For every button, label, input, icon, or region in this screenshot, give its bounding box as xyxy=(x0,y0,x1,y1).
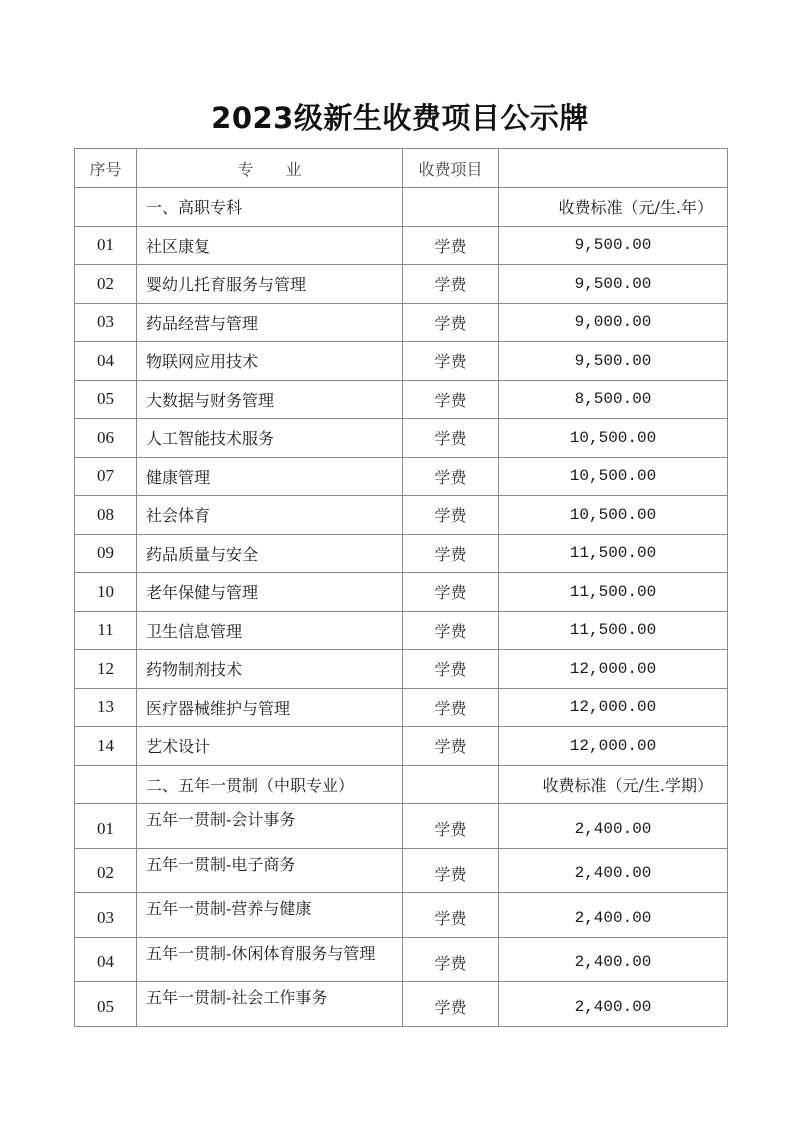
table-header-row xyxy=(75,149,728,188)
row-item: 学费 xyxy=(403,573,499,612)
row-item: 学费 xyxy=(403,534,499,573)
row-major xyxy=(137,893,403,938)
row-item: 学费 xyxy=(403,496,499,535)
row-no: 04 xyxy=(75,937,137,982)
row-item: 学费 xyxy=(403,893,499,938)
row-fee: 12,000.00 xyxy=(499,688,728,727)
row-major: 物联网应用技术 xyxy=(137,342,403,381)
row-item: 学费 xyxy=(403,457,499,496)
row-item: 学费 xyxy=(403,650,499,689)
row-item: 学费 xyxy=(403,226,499,265)
row-item: 学费 xyxy=(403,342,499,381)
row-major: 老年保健与管理 xyxy=(137,573,403,612)
row-item: 学费 xyxy=(403,303,499,342)
table-row xyxy=(75,804,728,849)
row-major-text: 五年一贯制-社会工作事务 xyxy=(146,988,328,1007)
row-item: 学费 xyxy=(403,611,499,650)
table-row xyxy=(75,688,728,727)
row-item: 学费 xyxy=(403,848,499,893)
table-row xyxy=(75,496,728,535)
row-fee: 9,500.00 xyxy=(499,265,728,304)
row-fee: 2,400.00 xyxy=(499,804,728,849)
row-major-text: 五年一贯制-电子商务 xyxy=(146,854,296,874)
row-no: 05 xyxy=(75,380,137,419)
row-no: 07 xyxy=(75,457,137,496)
row-fee: 11,500.00 xyxy=(499,573,728,612)
table-row xyxy=(75,457,728,496)
row-fee: 9,000.00 xyxy=(499,303,728,342)
section-no xyxy=(75,765,137,804)
row-fee: 12,000.00 xyxy=(499,727,728,766)
row-no: 12 xyxy=(75,650,137,689)
row-no: 02 xyxy=(75,265,137,304)
table-row xyxy=(75,937,728,982)
row-major-text: 五年一贯制-营养与健康 xyxy=(146,899,312,918)
row-no: 09 xyxy=(75,534,137,573)
table-row xyxy=(75,573,728,612)
row-no: 01 xyxy=(75,226,137,265)
row-item: 学费 xyxy=(403,727,499,766)
table-row xyxy=(75,265,728,304)
row-no: 06 xyxy=(75,419,137,458)
row-fee: 10,500.00 xyxy=(499,457,728,496)
table-row xyxy=(75,982,728,1027)
table-row xyxy=(75,226,728,265)
row-fee: 2,400.00 xyxy=(499,982,728,1027)
row-fee: 8,500.00 xyxy=(499,380,728,419)
header-major: 专 业 xyxy=(137,149,403,188)
header-fee xyxy=(499,149,728,188)
row-fee: 9,500.00 xyxy=(499,226,728,265)
row-fee: 10,500.00 xyxy=(499,496,728,535)
row-no: 05 xyxy=(75,982,137,1027)
table-row xyxy=(75,342,728,381)
row-no: 02 xyxy=(75,848,137,893)
row-fee: 2,400.00 xyxy=(499,937,728,982)
row-fee: 11,500.00 xyxy=(499,534,728,573)
section-standard: 收费标准（元/生.学期） xyxy=(499,765,728,804)
row-no: 01 xyxy=(75,804,137,849)
row-major: 人工智能技术服务 xyxy=(137,419,403,458)
row-major: 药品经营与管理 xyxy=(137,303,403,342)
table-row xyxy=(75,848,728,893)
row-major xyxy=(137,848,403,893)
page-title: 2023级新生收费项目公示牌 xyxy=(211,101,589,135)
row-no: 10 xyxy=(75,573,137,612)
row-major xyxy=(137,804,403,849)
row-item: 学费 xyxy=(403,380,499,419)
row-no: 04 xyxy=(75,342,137,381)
row-fee: 9,500.00 xyxy=(499,342,728,381)
row-major: 婴幼儿托育服务与管理 xyxy=(137,265,403,304)
row-no: 13 xyxy=(75,688,137,727)
row-major: 艺术设计 xyxy=(137,727,403,766)
table-row xyxy=(75,611,728,650)
row-item: 学费 xyxy=(403,937,499,982)
fee-table xyxy=(74,148,728,1027)
table-row xyxy=(75,650,728,689)
row-fee: 11,500.00 xyxy=(499,611,728,650)
row-fee: 2,400.00 xyxy=(499,893,728,938)
table-row xyxy=(75,419,728,458)
row-major xyxy=(137,982,403,1027)
section-row xyxy=(75,765,728,804)
row-major: 卫生信息管理 xyxy=(137,611,403,650)
table-row xyxy=(75,534,728,573)
row-no: 03 xyxy=(75,893,137,938)
row-no: 08 xyxy=(75,496,137,535)
row-fee: 10,500.00 xyxy=(499,419,728,458)
row-no: 11 xyxy=(75,611,137,650)
row-major-text: 五年一贯制-休闲体育服务与管理 xyxy=(146,943,376,963)
row-major: 社区康复 xyxy=(137,226,403,265)
header-no: 序号 xyxy=(75,149,137,188)
table-row xyxy=(75,380,728,419)
row-no: 14 xyxy=(75,727,137,766)
row-item: 学费 xyxy=(403,982,499,1027)
table-row xyxy=(75,727,728,766)
row-major-text: 五年一贯制-会计事务 xyxy=(146,810,296,829)
table-row xyxy=(75,303,728,342)
row-major xyxy=(137,937,403,982)
section-item xyxy=(403,765,499,804)
row-major: 药品质量与安全 xyxy=(137,534,403,573)
row-no: 03 xyxy=(75,303,137,342)
row-major: 社会体育 xyxy=(137,496,403,535)
row-fee: 12,000.00 xyxy=(499,650,728,689)
row-major: 药物制剂技术 xyxy=(137,650,403,689)
row-major: 大数据与财务管理 xyxy=(137,380,403,419)
row-major: 医疗器械维护与管理 xyxy=(137,688,403,727)
section-label: 二、五年一贯制（中职专业） xyxy=(137,765,403,804)
section-no xyxy=(75,188,137,227)
row-fee: 2,400.00 xyxy=(499,848,728,893)
row-item: 学费 xyxy=(403,265,499,304)
section-row xyxy=(75,188,728,227)
section-standard: 收费标准（元/生.年） xyxy=(499,188,728,227)
row-item: 学费 xyxy=(403,804,499,849)
row-item: 学费 xyxy=(403,688,499,727)
row-major: 健康管理 xyxy=(137,457,403,496)
section-label: 一、高职专科 xyxy=(137,188,403,227)
table-row xyxy=(75,893,728,938)
row-item: 学费 xyxy=(403,419,499,458)
section-item xyxy=(403,188,499,227)
header-item: 收费项目 xyxy=(403,149,499,188)
